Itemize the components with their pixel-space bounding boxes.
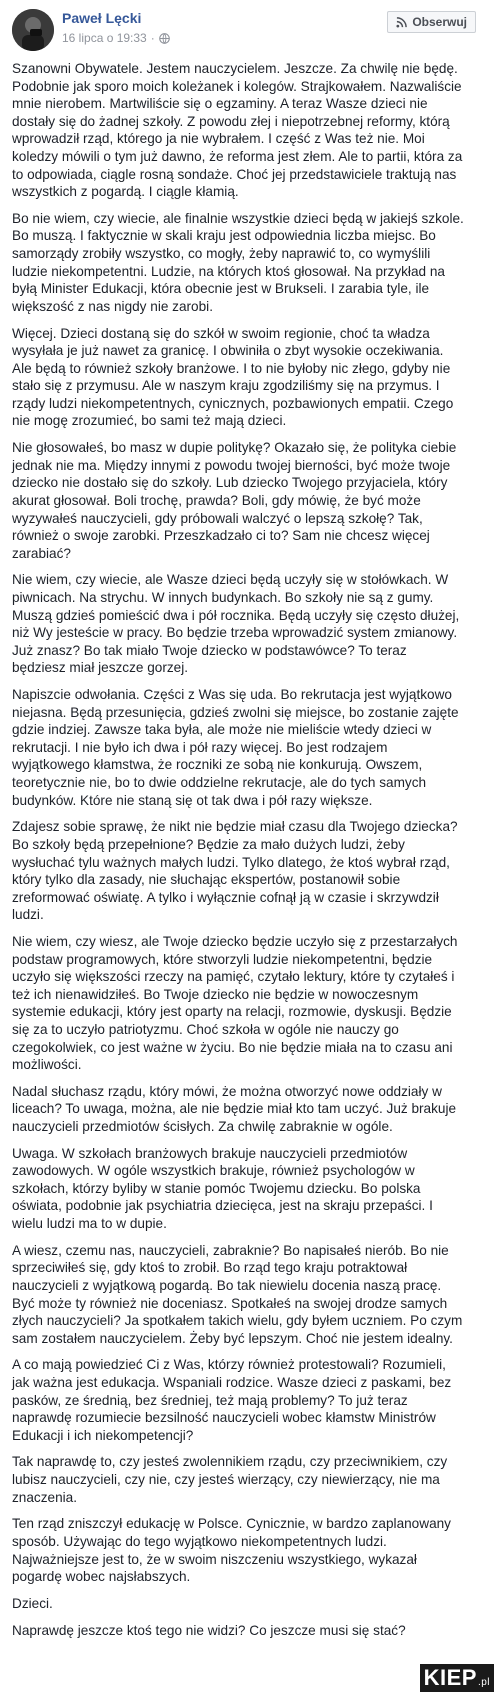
post-paragraph: A co mają powiedzieć Ci z Was, którzy również protestowali? Rozumieli, jak ważna jest edukacja. Wspaniali rodzice. Wasze dzieci z paskami, bez pasków, ze średnią, bez średniej, też mają problemy? To już teraz naprawdę rozumiecie bezsilność nauczycieli wobec kłamstw Ministrów Edukacji i ich niekompetencji? <box>12 1357 452 1443</box>
post-paragraph: Bo nie wiem, czy wiecie, ale finalnie wszystkie dzieci będą w jakiejś szkole. Bo muszą. I faktycznie w skali kraju jest odpowiednia liczba miejsc. Bo samorządy zrobiły wszystko, co mogły, żeby naprawić to, co wymyślili ludzie niekompetentni. Ludzie, na których ktoś głosował. Na przykład na byłą Minister Edukacji, która obecnie jest w Brukseli. I zarabia tyle, ile większość z nas nigdy nie zarobi. <box>12 210 464 314</box>
meta-separator: · <box>150 31 155 45</box>
post-date[interactable]: 16 lipca o 19:33 <box>62 31 147 45</box>
post-paragraph: Tak naprawdę to, czy jesteś zwolennikiem rządu, czy przeciwnikiem, czy lubisz nauczycieli, czy nie, czy jesteś wierzący, czy niewierzący, nie ma znaczenia. <box>12 1454 448 1505</box>
post-paragraph: Nie wiem, czy wiesz, ale Twoje dziecko będzie uczyło się z przestarzałych podstaw programowych, które stworzyli ludzie niekompetentni, będzie uczyło się większości rzeczy na pamięć, czytało lektury, które ty czytałeś i też ich nienawidziłeś. Bo Twoje dziecko nie będzie w nowoczesnym systemie edukacji, który jest oparty na relacji, rozmowie, dyskusji. Będzie się za to uczyło patriotyzmu. Choć szkoła w ogóle nie nauczy go czegokolwiek, co jest ważne w życiu. Bo nie będzie miała na to czasu ani możliwości. <box>12 933 458 1073</box>
globe-icon <box>159 33 170 44</box>
post-paragraph: Dzieci. <box>12 1595 53 1611</box>
post-paragraph: Uwaga. W szkołach branżowych brakuje nauczycieli przedmiotów zawodowych. W ogóle wszystkich brakuje, również psychologów w szkołach, którzy byliby w stanie pomóc Twojemu dziecku. Bo polska oświata, podobnie jak psychiatria dziecięca, jest na skraju przepaści. I wielu ludzi ma to w dupie. <box>12 1145 433 1232</box>
post-paragraph: Napiszcie odwołania. Części z Was się uda. Bo rekrutacja jest wyjątkowo niejasna. Będą przesunięcia, gdzieś zwolni się miejsce, bo zostanie zajęte gdzie indziej. Zawsze taka była, ale może nie mieliście wtedy dzieci w rekrutacji. I nie było ich dwa i pół razy więcej. Bo jest rodzajem wyjątkowego kłamstwa, że roczniki ze sobą nie konkurują. Owszem, teoretycznie nie, bo to dwie oddzielne rekrutacje, ale do tych samych budynków. Które nie staną się ot tak dwa i pół razy większe. <box>12 687 459 808</box>
watermark-brand: KIEP <box>423 1665 477 1690</box>
post-paragraph: Więcej. Dzieci dostaną się do szkół w swoim regionie, choć ta władza wysyłała je już nawet za granicę. I obwiniła o zbyt wysokie oczekiwania. Ale będą to również szkoły branżowe. I to nie byłoby nic złego, gdyby nie stało się z przymusu. Ale w naszym kraju zgodziliśmy się na przymus. I rządy ludzi niekompetentnych, cynicznych, pozbawionych empatii. Czego nie mogę zrozumieć, bo sami też mają dzieci. <box>12 325 454 429</box>
post-paragraph: Szanowni Obywatele. Jestem nauczycielem. Jeszcze. Za chwilę nie będę. Podobnie jak sporo moich koleżanek i kolegów. Strajkowałem. Nazwaliście mnie nierobem. Martwiliście się o egzaminy. A teraz Wasze dzieci nie dostały się do żadnej szkoły. Z powodu złej i niepotrzebnej reformy, którą wprowadził rząd, którego ja nie wybrałem. I część z Was też nie. Moi koledzy mówili o tym już dawno, że reforma jest złem. Ale to partii, która za to odpowiada, ciągle rosną sondaże. Choć jej przedstawiciele traktują nas wszystkich z pogardą. I ciągle kłamią. <box>12 61 463 200</box>
post-paragraph: Naprawdę jeszcze ktoś tego nie widzi? Co jeszcze musi się stać? <box>12 1622 406 1638</box>
avatar-photo-icon <box>12 9 54 51</box>
kiep-watermark-logo <box>420 1664 494 1692</box>
author-avatar[interactable] <box>12 9 54 51</box>
follow-button[interactable] <box>387 11 476 33</box>
author-name[interactable]: Paweł Lęcki <box>62 10 142 26</box>
post-meta <box>62 31 170 45</box>
post-paragraph: Zdajesz sobie sprawę, że nikt nie będzie miał czasu dla Twojego dziecka? Bo szkoły będą przepełnione? Będzie za mało dużych ludzi, żeby wysłuchać tylu ważnych małych ludzi. Tylko dlatego, że ktoś wybrał rząd, który tylko dla zasady, nie słuchając ekspertów, postanowił sobie zreformować oświatę. A tylko i wyłącznie cofnął ją w czasie i skrzywdził ludzi. <box>12 819 458 923</box>
watermark-suffix: .pl <box>477 1677 490 1688</box>
post-paragraph: Nie wiem, czy wiecie, ale Wasze dzieci będą uczyły się w stołówkach. W piwnicach. Na strychu. W innych budynkach. Bo szkoły nie są z gumy. Muszą gdzieś pomieścić dwa i pół rocznika. Będą uczyły się często dłużej, niż Wy jesteście w pracy. Bo będzie trzeba wprowadzić system zmianowy. Już znasz? Bo tak miało Twoje dziecko w podstawówce? To teraz będziesz miał jeszcze gorzej. <box>12 572 460 676</box>
post-paragraph: Nadal słuchasz rządu, który mówi, że można otworzyć nowe oddziały w liceach? To uwaga, można, ale nie będzie miał kto tam uczyć. Już brakuje nauczycieli przedmiotów ścisłych. Za chwilę zabraknie w ogóle. <box>12 1083 457 1134</box>
post-paragraph: Ten rząd zniszczył edukację w Polsce. Cynicznie, w bardzo zaplanowany sposób. Używając do tego wyjątkowo niekompetentnych ludzi. Najważniejsze jest to, że w swoim niszczeniu wszystkiego, wykazał pogardę wobec najsłabszych. <box>12 1516 451 1585</box>
post-paragraph: Nie głosowałeś, bo masz w dupie politykę? Okazało się, że polityka ciebie jednak nie ma. Między innymi z powodu twojej bierności, być może twoje dziecko nie dostało się do szkoły. Lub dziecko Twojego przyjaciela, który akurat głosował. Boli trochę, prawda? Boli, gdy mówię, że być może wyzywałeś nauczycieli, gdy próbowali walczyć o lepszą szkołę? Tak, również o swoje zarobki. Przeszkadzało ci to? Sam nie chcesz więcej zarabiać? <box>12 440 457 561</box>
post-paragraph: A wiesz, czemu nas, nauczycieli, zabraknie? Bo napisałeś nierób. Bo nie sprzeciwiłeś się, gdy ktoś to zrobił. Bo rząd tego kraju potraktował nauczycieli z wyjątkową pogardą. Bo tak niewielu docenia naszą pracę. Być może ty również nie doceniasz. Spotkałeś na swojej drodze samych złych nauczycieli? Ja spotkałem takich wielu, gdy byłem uczniem. Po czym sam zostałem nauczycielem. Żeby być lepszym. Choć nie jestem idealny. <box>12 1242 463 1346</box>
rss-icon <box>396 17 407 28</box>
post-header <box>0 0 500 66</box>
post-body <box>12 60 464 1648</box>
follow-label: Obserwuj <box>412 15 467 29</box>
